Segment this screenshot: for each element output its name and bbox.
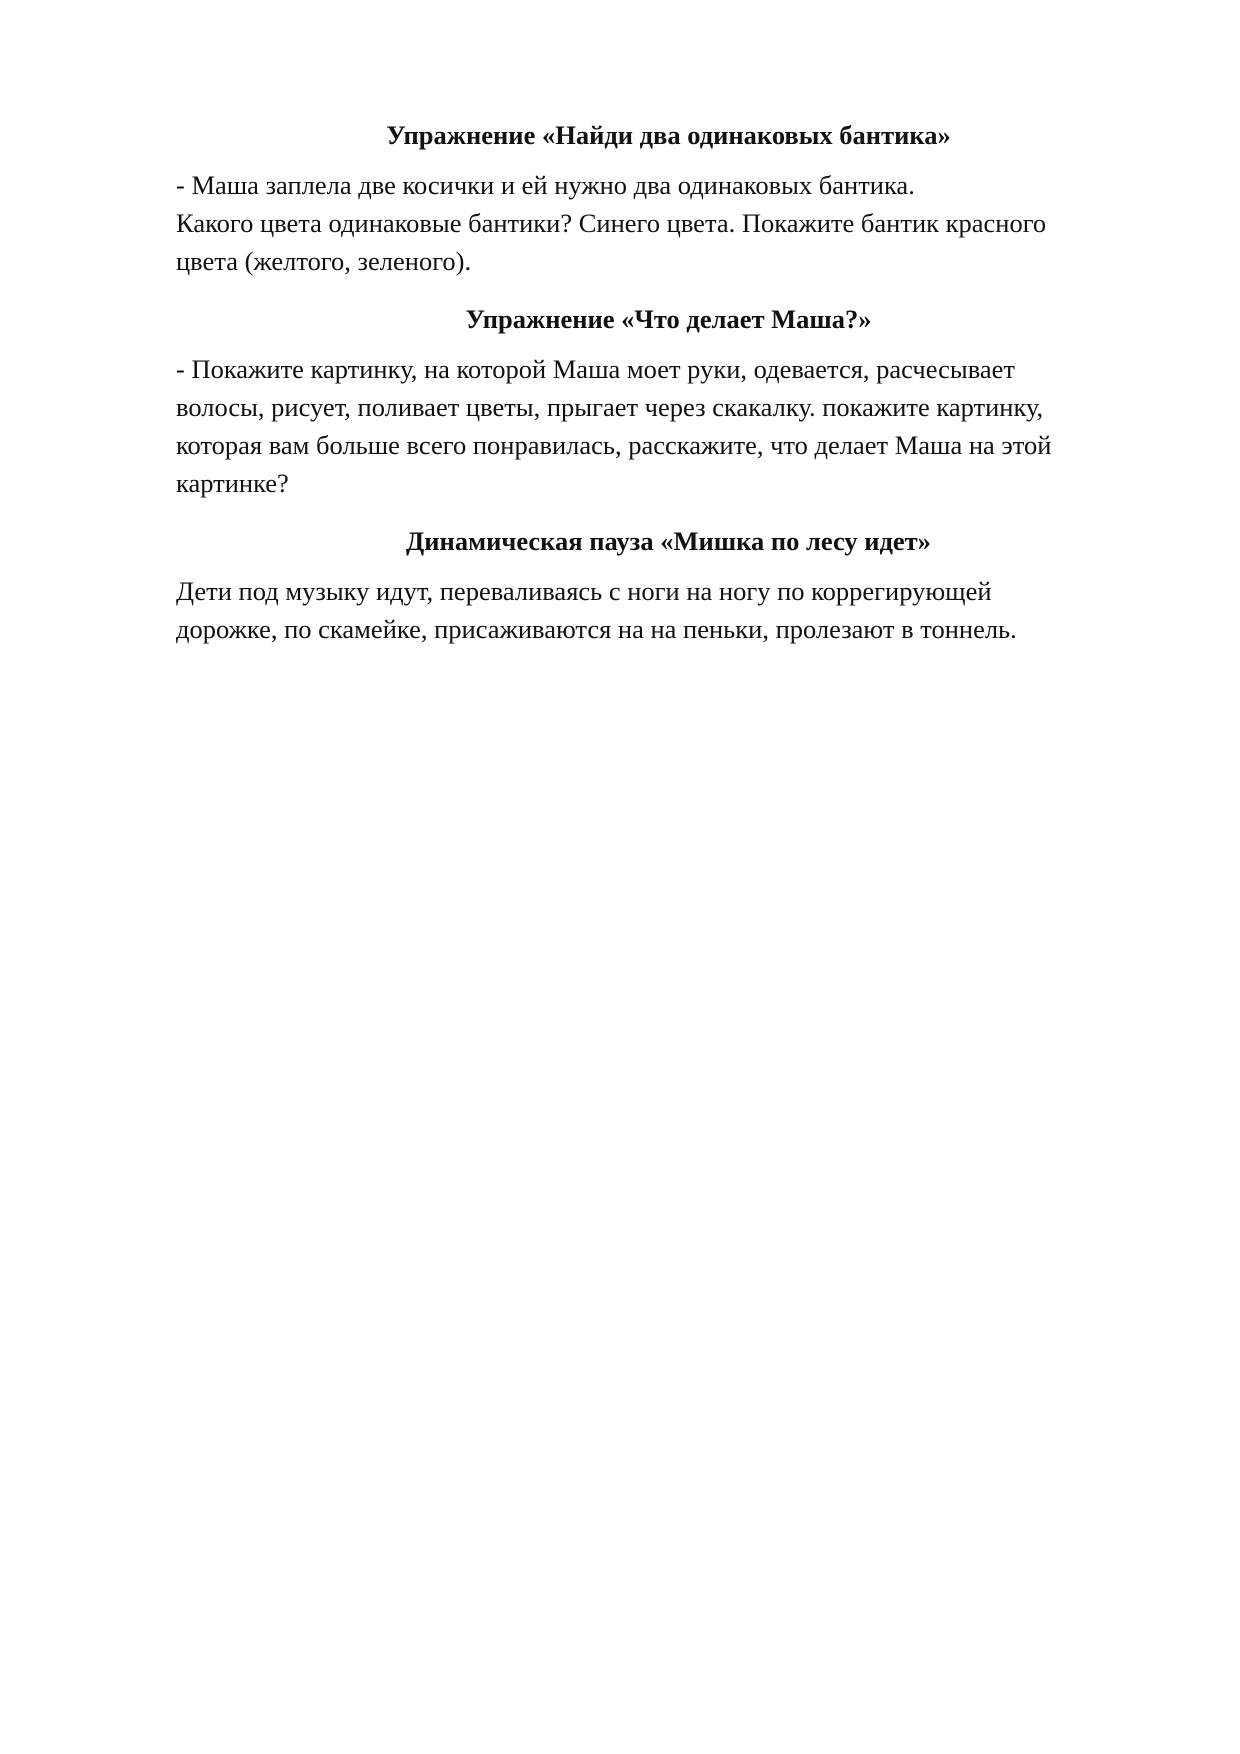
section-what-masha-does (176, 302, 1151, 502)
paragraph-line: волосы, рисует, поливает цветы, прыгает через скакалку. покажите картинку, (176, 392, 1044, 422)
section-paragraph (176, 572, 1151, 648)
section-paragraph (176, 350, 1151, 502)
section-paragraph (176, 166, 1151, 280)
section-heading: Упражнение «Найди два одинаковых бантика» (386, 120, 951, 150)
paragraph-line: которая вам больше всего понравилась, расскажите, что делает Маша на этой (176, 430, 1052, 460)
paragraph-line: Дети под музыку идут, переваливаясь с ноги на ногу по коррегирующей (176, 576, 992, 606)
section-bows-exercise (176, 118, 1151, 280)
paragraph-line: - Маша заплела две косички и ей нужно два одинаковых бантика. (176, 170, 915, 200)
paragraph-line: дорожке, по скамейке, присаживаются на на пеньки, пролезают в тоннель. (176, 614, 1017, 644)
paragraph-line: Какого цвета одинаковые бантики? Синего цвета. Покажите бантик красного (176, 208, 1047, 238)
paragraph-line: - Покажите картинку, на которой Маша моет руки, одевается, расчесывает (176, 354, 1015, 384)
paragraph-line: картинке? (176, 468, 289, 498)
section-heading: Динамическая пауза «Мишка по лесу идет» (406, 526, 931, 556)
section-heading: Упражнение «Что делает Маша?» (465, 304, 872, 334)
section-dynamic-pause (176, 524, 1151, 648)
page-content (176, 118, 1151, 670)
paragraph-line: цвета (желтого, зеленого). (176, 246, 472, 276)
